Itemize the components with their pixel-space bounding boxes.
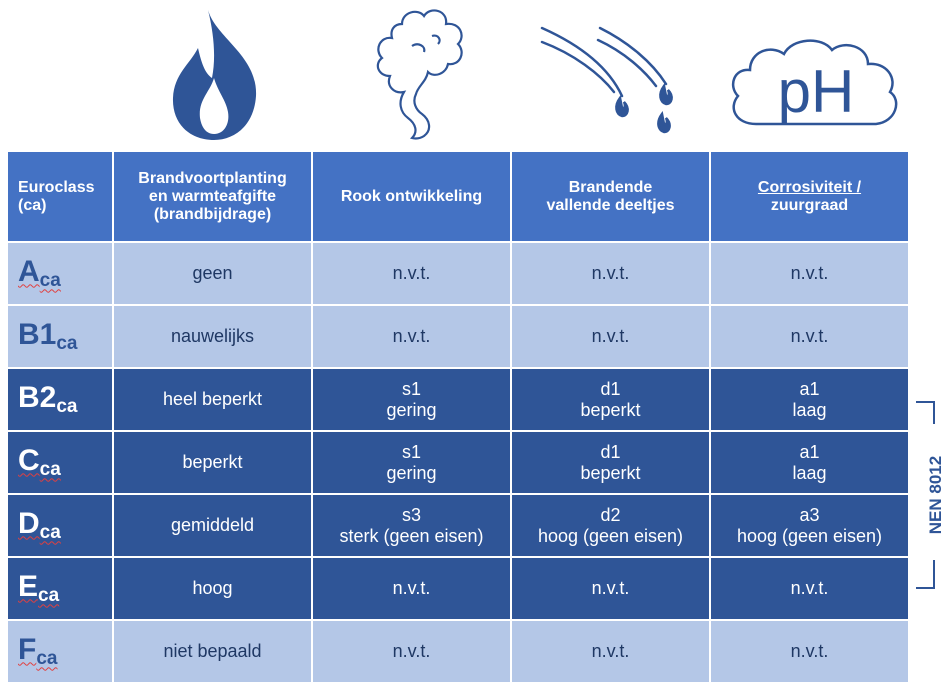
euroclass-cell: Aca (8, 243, 112, 304)
header-fire-spread: Brandvoortplanting en warmteafgifte (brandbijdrage) (114, 152, 311, 241)
smoke-icon (372, 6, 468, 144)
icon-header-row (0, 0, 952, 150)
corrosivity-cell: a3 hoog (geen eisen) (711, 495, 908, 556)
table-row (8, 621, 908, 682)
falling-droplets-icon (538, 22, 678, 138)
table-row (8, 306, 908, 367)
smoke-cell: n.v.t. (313, 621, 510, 682)
flame-icon (168, 8, 262, 142)
corrosivity-cell: n.v.t. (711, 243, 908, 304)
euroclass-cell: Dca (8, 495, 112, 556)
fire-cell: beperkt (114, 432, 311, 493)
fire-cell: heel beperkt (114, 369, 311, 430)
droplets-cell: n.v.t. (512, 243, 709, 304)
fire-cell: nauwelijks (114, 306, 311, 367)
droplets-cell: n.v.t. (512, 558, 709, 619)
euroclass-cell: Fca (8, 621, 112, 682)
smoke-cell: n.v.t. (313, 306, 510, 367)
nen-8012-label: NEN 8012 (926, 455, 945, 535)
header-droplets: Brandende vallende deeltjes (512, 152, 709, 241)
euroclass-table (6, 150, 910, 684)
fire-cell: geen (114, 243, 311, 304)
euroclass-cell: B1ca (8, 306, 112, 367)
smoke-cell: n.v.t. (313, 243, 510, 304)
smoke-cell: s1 gering (313, 369, 510, 430)
droplets-cell: n.v.t. (512, 621, 709, 682)
fire-cell: gemiddeld (114, 495, 311, 556)
smoke-cell: s3 sterk (geen eisen) (313, 495, 510, 556)
corrosivity-cell: n.v.t. (711, 621, 908, 682)
corrosivity-cell: n.v.t. (711, 558, 908, 619)
euroclass-cell: B2ca (8, 369, 112, 430)
header-euroclass: Euroclass (ca) (8, 152, 112, 241)
droplets-cell: d1 beperkt (512, 432, 709, 493)
smoke-cell: n.v.t. (313, 558, 510, 619)
fire-cell: hoog (114, 558, 311, 619)
table-row (8, 432, 908, 493)
smoke-cell: s1 gering (313, 432, 510, 493)
corrosivity-cell: n.v.t. (711, 306, 908, 367)
euroclass-cell: Cca (8, 432, 112, 493)
corrosivity-cell: a1 laag (711, 369, 908, 430)
ph-cloud-icon (726, 34, 904, 134)
header-corrosivity: Corrosiviteit / zuurgraad (711, 152, 908, 241)
ph-label: pH (777, 58, 855, 125)
table-row (8, 243, 908, 304)
table-row (8, 495, 908, 556)
fire-cell: niet bepaald (114, 621, 311, 682)
header-row (8, 152, 908, 241)
droplets-cell: d2 hoog (geen eisen) (512, 495, 709, 556)
header-smoke: Rook ontwikkeling (313, 152, 510, 241)
euroclass-cell: Eca (8, 558, 112, 619)
droplets-cell: d1 beperkt (512, 369, 709, 430)
corrosivity-cell: a1 laag (711, 432, 908, 493)
table-row (8, 369, 908, 430)
table-row (8, 558, 908, 619)
droplets-cell: n.v.t. (512, 306, 709, 367)
